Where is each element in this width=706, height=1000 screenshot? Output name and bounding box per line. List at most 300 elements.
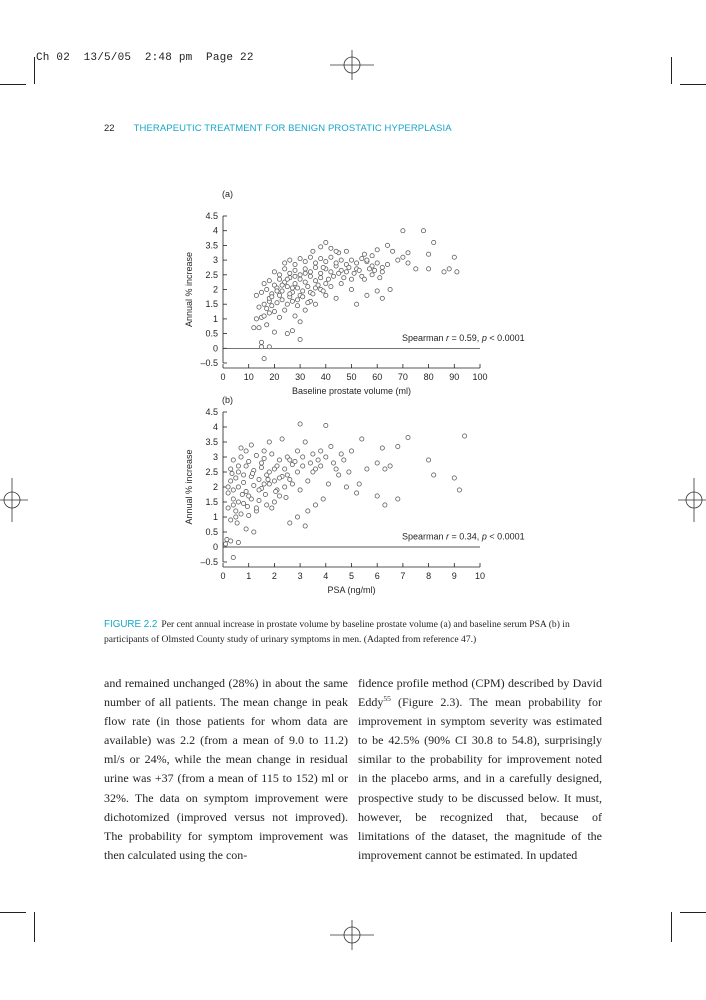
data-point — [306, 301, 310, 305]
data-point — [285, 473, 289, 477]
x-tick-label: 0 — [220, 372, 226, 382]
data-point — [349, 287, 353, 291]
data-point — [452, 476, 456, 480]
y-tick-label: 2 — [212, 482, 218, 492]
y-tick-label: 1 — [212, 313, 218, 324]
data-point — [244, 449, 248, 453]
y-tick-label: 3 — [212, 255, 218, 266]
data-point — [259, 340, 263, 344]
data-point — [234, 515, 238, 519]
data-point — [290, 286, 294, 290]
data-point — [288, 477, 292, 481]
citation-ref: 55 — [383, 694, 391, 704]
data-point — [280, 298, 284, 302]
data-point — [290, 299, 294, 303]
data-point — [295, 304, 299, 308]
data-point — [262, 357, 266, 361]
annotation-part: = 0.34, — [449, 531, 482, 542]
data-point — [321, 497, 325, 501]
y-tick-label: 4 — [212, 225, 218, 236]
print-slug: Ch 02 13/5/05 2:48 pm Page 22 — [36, 52, 254, 64]
y-tick-label: 1 — [212, 512, 218, 522]
data-point — [329, 444, 333, 448]
data-point — [334, 249, 338, 253]
data-point — [311, 452, 315, 456]
data-point — [365, 293, 369, 297]
data-point — [265, 287, 269, 291]
data-point — [373, 268, 377, 272]
crop-mark — [0, 912, 26, 913]
data-point — [370, 254, 374, 258]
data-point — [236, 485, 240, 489]
data-point — [319, 464, 323, 468]
data-point — [267, 440, 271, 444]
data-point — [277, 277, 281, 281]
data-point — [303, 271, 307, 275]
data-point — [308, 255, 312, 259]
data-point — [254, 506, 258, 510]
annotation-part: p — [481, 332, 487, 343]
data-point — [355, 491, 359, 495]
data-point — [231, 488, 235, 492]
data-point — [329, 246, 333, 250]
data-point — [231, 503, 235, 507]
data-point — [236, 500, 240, 504]
data-point — [277, 458, 281, 462]
scatter-chart-a — [170, 182, 530, 402]
registration-mark-top — [330, 50, 374, 80]
data-point — [283, 467, 287, 471]
data-point — [290, 482, 294, 486]
data-point — [257, 477, 261, 481]
data-point — [270, 452, 274, 456]
data-point — [295, 515, 299, 519]
x-tick-label: 30 — [295, 372, 306, 382]
data-point — [267, 482, 271, 486]
x-tick-label: 60 — [372, 372, 383, 382]
data-point — [293, 268, 297, 272]
data-point — [270, 506, 274, 510]
data-point — [357, 482, 361, 486]
y-axis-label: Annual % increase — [184, 251, 194, 328]
data-point — [293, 314, 297, 318]
body-column-right — [358, 674, 602, 865]
y-tick-label: 0 — [212, 343, 218, 354]
data-point — [259, 465, 263, 469]
data-point — [224, 542, 228, 546]
data-point — [270, 304, 274, 308]
data-point — [311, 292, 315, 296]
data-point — [252, 530, 256, 534]
data-point — [272, 310, 276, 314]
data-point — [344, 270, 348, 274]
data-point — [280, 289, 284, 293]
data-point — [427, 458, 431, 462]
data-point — [367, 267, 371, 271]
data-point — [301, 464, 305, 468]
data-point — [245, 504, 249, 508]
data-point — [378, 276, 382, 280]
x-tick-label: 2 — [271, 571, 277, 581]
data-point — [283, 308, 287, 312]
annotation-part: = 0.59, — [449, 332, 482, 343]
x-tick-label: 100 — [472, 372, 488, 382]
data-point — [229, 467, 233, 471]
data-point — [344, 249, 348, 253]
data-point — [321, 289, 325, 293]
data-point — [324, 240, 328, 244]
data-point — [383, 467, 387, 471]
data-point — [236, 540, 240, 544]
data-point — [360, 437, 364, 441]
data-point — [285, 277, 289, 281]
data-point — [283, 267, 287, 271]
data-point — [452, 255, 456, 259]
annotation-part: r — [446, 531, 450, 542]
y-tick-label: 4.5 — [205, 211, 218, 221]
data-point — [298, 488, 302, 492]
y-tick-label: 0.5 — [205, 328, 218, 339]
x-tick-label: 5 — [348, 571, 355, 581]
x-tick-label: 9 — [451, 571, 457, 581]
data-point — [283, 485, 287, 489]
data-point — [319, 271, 323, 275]
y-tick-label: 2 — [212, 284, 218, 295]
data-point — [254, 317, 258, 321]
data-point — [344, 485, 348, 489]
data-point — [290, 329, 294, 333]
annotation-part: < 0.0001 — [486, 531, 525, 542]
data-point — [432, 473, 436, 477]
data-point — [288, 521, 292, 525]
data-point — [277, 494, 281, 498]
x-tick-label: 50 — [346, 372, 357, 382]
annotation-part: Spearman — [402, 531, 447, 542]
figure-caption-text: Per cent annual increase in prostate volume by baseline prostate volume (a) and baseline serum PSA (b) in participants of Olmsted County study of urinary symptoms in men. (Adapted from reference 47.) — [104, 619, 570, 645]
x-tick-label: 20 — [269, 372, 280, 382]
data-point — [375, 461, 379, 465]
data-point — [306, 509, 310, 513]
data-point — [457, 488, 461, 492]
data-point — [272, 479, 276, 483]
data-point — [247, 513, 251, 517]
data-point — [324, 293, 328, 297]
data-point — [362, 252, 366, 256]
data-point — [303, 267, 307, 271]
data-point — [362, 277, 366, 281]
data-point — [288, 271, 292, 275]
data-point — [349, 449, 353, 453]
data-point — [265, 307, 269, 311]
data-point — [284, 495, 288, 499]
data-point — [234, 509, 238, 513]
y-tick-label: 2.5 — [205, 467, 218, 477]
data-point — [455, 270, 459, 274]
data-point — [277, 315, 281, 319]
data-point — [235, 521, 239, 525]
data-point — [306, 285, 310, 289]
x-tick-label: 1 — [246, 571, 252, 581]
data-point — [272, 330, 276, 334]
data-point — [242, 501, 246, 505]
data-point — [226, 485, 230, 489]
annotation-part: < 0.0001 — [486, 332, 525, 343]
y-tick-label: 1.5 — [205, 497, 218, 507]
data-point — [313, 279, 317, 283]
data-point — [334, 261, 338, 265]
data-point — [375, 289, 379, 293]
y-tick-label: 3.5 — [205, 437, 218, 447]
data-point — [370, 273, 374, 277]
data-point — [301, 289, 305, 293]
data-point — [385, 262, 389, 266]
data-point — [259, 290, 263, 294]
data-point — [259, 461, 263, 465]
data-point — [298, 257, 302, 261]
data-point — [303, 260, 307, 264]
data-point — [352, 271, 356, 275]
x-axis-label: Baseline prostate volume (ml) — [291, 386, 412, 396]
data-point — [339, 282, 343, 286]
crop-mark — [0, 84, 26, 85]
data-point — [298, 422, 302, 426]
data-point — [295, 470, 299, 474]
data-point — [267, 311, 271, 315]
y-tick-label: 4 — [212, 422, 218, 432]
data-point — [244, 464, 248, 468]
running-head — [104, 123, 452, 134]
data-point — [329, 270, 333, 274]
spearman-annotation — [402, 333, 525, 343]
data-point — [254, 453, 258, 457]
data-point — [298, 277, 302, 281]
data-point — [324, 282, 328, 286]
data-point — [357, 268, 361, 272]
data-point — [347, 265, 351, 269]
data-point — [239, 512, 243, 516]
scatter-chart-b — [170, 396, 530, 608]
data-point — [231, 458, 235, 462]
data-point — [329, 285, 333, 289]
data-point — [262, 456, 266, 460]
data-point — [242, 473, 246, 477]
data-point — [342, 458, 346, 462]
data-point — [257, 326, 261, 330]
data-point — [326, 482, 330, 486]
data-point — [321, 265, 325, 269]
data-point — [414, 267, 418, 271]
data-point — [331, 274, 335, 278]
data-point — [308, 270, 312, 274]
crop-mark — [34, 57, 35, 84]
x-tick-label: 6 — [374, 571, 380, 581]
data-point — [229, 479, 233, 483]
data-point — [293, 274, 297, 278]
data-point — [316, 283, 320, 287]
data-point — [303, 440, 307, 444]
data-point — [463, 434, 467, 438]
data-point — [391, 249, 395, 253]
data-point — [313, 265, 317, 269]
data-point — [247, 459, 251, 463]
data-point — [365, 258, 369, 262]
data-point — [388, 464, 392, 468]
x-tick-label: 10 — [243, 372, 254, 382]
data-point — [242, 480, 246, 484]
data-point — [293, 459, 297, 463]
data-point — [383, 503, 387, 507]
data-point — [234, 476, 238, 480]
data-point — [267, 279, 271, 283]
data-point — [298, 273, 302, 277]
body-text: (Figure 2.3). The mean probability for improvement in symptom severity was estimated to be 42.5% (90% CI 30.8 to 54.8), surprisingly similar to the probability for improvement noted in the placebo arms, and in a carefully designed, prospective study to be discussed below. It must, however, be recognized that, because of limitations of the dataset, the magnitude of the improvement cannot be estimated. In updated — [358, 695, 602, 862]
data-point — [285, 332, 289, 336]
data-point — [239, 446, 243, 450]
data-point — [298, 320, 302, 324]
data-point — [311, 470, 315, 474]
data-point — [266, 477, 270, 481]
y-tick-label: –0.5 — [200, 557, 218, 567]
data-point — [427, 267, 431, 271]
data-point — [295, 298, 299, 302]
data-point — [285, 285, 289, 289]
data-point — [252, 326, 256, 330]
data-point — [375, 261, 379, 265]
data-point — [380, 296, 384, 300]
figure-caption — [104, 617, 604, 647]
data-point — [306, 479, 310, 483]
data-point — [324, 423, 328, 427]
data-point — [272, 283, 276, 287]
crop-mark — [671, 912, 672, 942]
data-point — [262, 314, 266, 318]
y-tick-label: 2.5 — [205, 269, 218, 280]
data-point — [277, 293, 281, 297]
spearman-annotation — [402, 532, 525, 542]
data-point — [231, 497, 235, 501]
data-point — [293, 282, 297, 286]
annotation-part: r — [446, 332, 450, 343]
data-point — [262, 302, 266, 306]
data-point — [272, 467, 276, 471]
data-point — [339, 258, 343, 262]
data-point — [265, 503, 269, 507]
data-point — [365, 467, 369, 471]
registration-mark-left — [0, 478, 28, 522]
y-tick-label: 1.5 — [205, 299, 218, 310]
data-point — [401, 229, 405, 233]
data-point — [349, 277, 353, 281]
data-point — [339, 452, 343, 456]
panel-label: (a) — [222, 189, 233, 199]
data-point — [229, 518, 233, 522]
x-tick-label: 7 — [400, 571, 406, 581]
data-point — [293, 262, 297, 266]
data-point — [301, 295, 305, 299]
running-title: THERAPEUTIC TREATMENT FOR BENIGN PROSTATIC HYPERPLASIA — [133, 123, 452, 134]
y-tick-label: 4.5 — [205, 407, 218, 417]
crop-mark — [680, 84, 706, 85]
data-point — [257, 488, 261, 492]
x-tick-label: 10 — [474, 571, 486, 581]
data-point — [263, 492, 267, 496]
data-point — [236, 470, 240, 474]
data-point — [229, 539, 233, 543]
x-tick-label: 40 — [320, 372, 331, 382]
data-point — [236, 464, 240, 468]
data-point — [265, 323, 269, 327]
data-point — [285, 302, 289, 306]
data-point — [355, 302, 359, 306]
registration-mark-bottom — [330, 920, 374, 950]
data-point — [313, 261, 317, 265]
x-tick-label: 4 — [323, 571, 329, 581]
data-point — [295, 286, 299, 290]
data-point — [319, 245, 323, 249]
crop-mark — [671, 57, 672, 84]
y-tick-label: 0.5 — [205, 527, 218, 537]
x-tick-label: 3 — [297, 571, 303, 581]
data-point — [342, 276, 346, 280]
data-point — [324, 260, 328, 264]
data-point — [324, 455, 328, 459]
data-point — [308, 461, 312, 465]
data-point — [272, 270, 276, 274]
y-tick-label: 3.5 — [205, 240, 218, 251]
data-point — [257, 498, 261, 502]
data-point — [375, 494, 379, 498]
crop-mark — [680, 912, 706, 913]
data-point — [319, 257, 323, 261]
data-point — [334, 296, 338, 300]
figure-label: FIGURE 2.2 — [104, 619, 158, 630]
data-point — [319, 276, 323, 280]
data-point — [326, 277, 330, 281]
data-point — [396, 497, 400, 501]
data-point — [303, 280, 307, 284]
panel-label: (b) — [222, 396, 233, 405]
data-point — [442, 270, 446, 274]
y-tick-label: 3 — [212, 452, 218, 462]
data-point — [388, 287, 392, 291]
registration-mark-right — [678, 478, 706, 522]
data-point — [249, 443, 253, 447]
data-point — [239, 455, 243, 459]
data-point — [308, 274, 312, 278]
data-point — [288, 292, 292, 296]
data-point — [329, 255, 333, 259]
data-point — [396, 444, 400, 448]
data-point — [288, 258, 292, 262]
data-point — [355, 261, 359, 265]
crop-mark — [34, 912, 35, 942]
data-point — [280, 283, 284, 287]
data-point — [230, 471, 234, 475]
data-point — [262, 482, 266, 486]
data-point — [280, 437, 284, 441]
data-point — [267, 345, 271, 349]
data-point — [380, 265, 384, 269]
data-point — [283, 261, 287, 265]
data-point — [349, 258, 353, 262]
data-point — [447, 267, 451, 271]
data-point — [262, 282, 266, 286]
page-number: 22 — [104, 123, 115, 134]
data-point — [270, 295, 274, 299]
data-point — [319, 449, 323, 453]
data-point — [337, 271, 341, 275]
data-point — [427, 252, 431, 256]
